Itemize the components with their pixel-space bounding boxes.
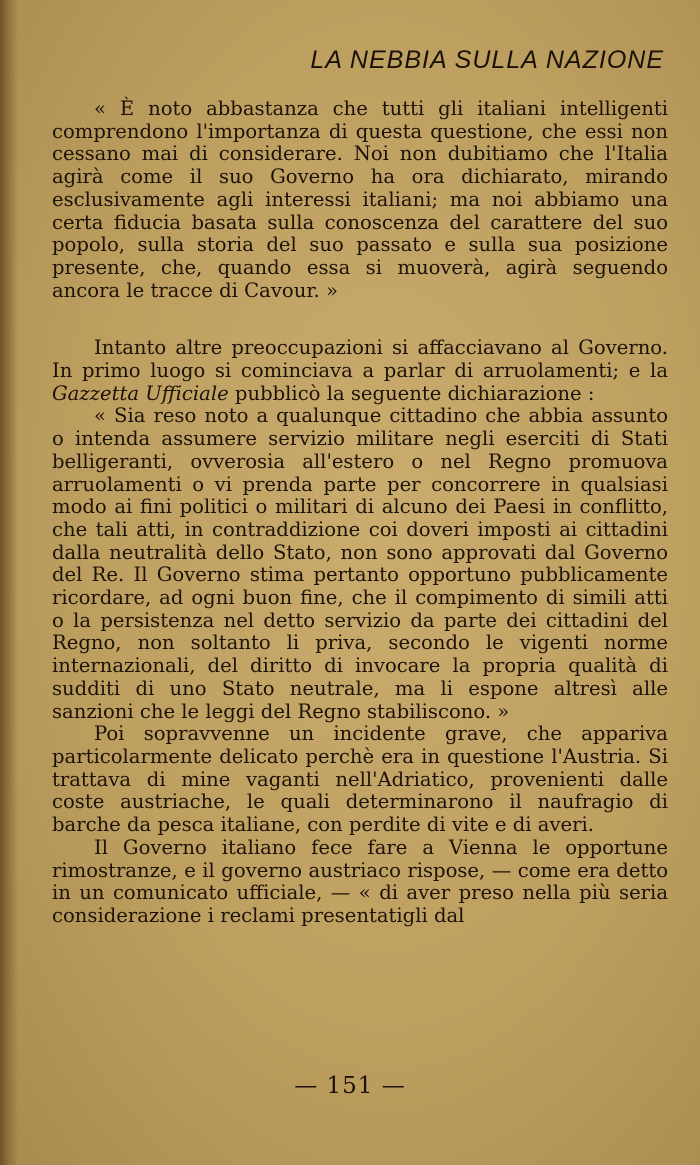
- body-text: [52, 98, 668, 928]
- paragraph-arruolamenti: [52, 337, 668, 405]
- paragraph-incidente: Poi sopravvenne un incidente grave, che appariva particolarmente delicato perchè era in questione l'Austria. Si trattava di mine vaganti nell'Adriatico, provenienti dalle coste austriache, le quali determinarono il naufragio di barche da pesca italiane, con perdite di vite e di averi.: [52, 722, 668, 837]
- page-number: — 151 —: [294, 1073, 406, 1099]
- running-head: LA NEBBIA SULLA NAZIONE: [310, 46, 664, 74]
- paragraph-quote-cavour: « È noto abbastanza che tutti gli italiani intelligenti comprendono l'importanza di questa questione, che essi non cessano mai di considerare. Noi non dubitiamo che l'Italia agirà come il suo Governo ha ora dichiarato, mirando esclusivamente agli interessi italiani; ma noi abbiamo una certa fiducia basata sulla conoscenza del carattere del suo popolo, sulla storia del suo passato e sulla sua posizione presente, che, quando essa si muoverà, agirà seguendo ancora le tracce di Cavour. »: [52, 97, 668, 302]
- paragraph-text: Intanto altre preoccupazioni si affacciavano al Governo. In primo luogo si cominciava a parlar di arruolamenti; e la: [52, 336, 668, 383]
- paragraph-text: pubblicò la seguente dichiarazione :: [228, 381, 595, 405]
- binding-edge: [0, 0, 18, 1165]
- paragraph-dichiarazione: « Sia reso noto a qualunque cittadino che abbia assunto o intenda assumere servizio militare negli eserciti di Stati belligeranti, ovverosia all'estero o nel Regno promuova arruolamenti o vi prenda parte per concorrere in qualsiasi modo ai fini politici o militari di alcuno dei Paesi in conflitto, che tali atti, in contraddizione coi doveri imposti ai cittadini dalla neutralità dello Stato, non sono approvati dal Governo del Re. Il Governo stima pertanto opportuno pubblicamente ricordare, ad ogni buon fine, che il compimento di simili atti o la persistenza nel detto servizio da parte dei cittadini del Regno, non soltanto li priva, secondo le vigenti norme internazionali, del diritto di invocare la propria qualità di sudditi di uno Stato neutrale, ma li espone altresì alle sanzioni che le leggi del Regno stabiliscono. »: [52, 404, 668, 723]
- paragraph-rimostranze: Il Governo italiano fece fare a Vienna le opportune rimostranze, e il governo austriaco rispose, — come era detto in un comunicato ufficiale, — « di aver preso nella più seria considerazione i reclami presentatigli dal: [52, 835, 668, 927]
- paragraph-gap: [52, 302, 668, 337]
- publication-title: Gazzetta Ufficiale: [52, 381, 229, 405]
